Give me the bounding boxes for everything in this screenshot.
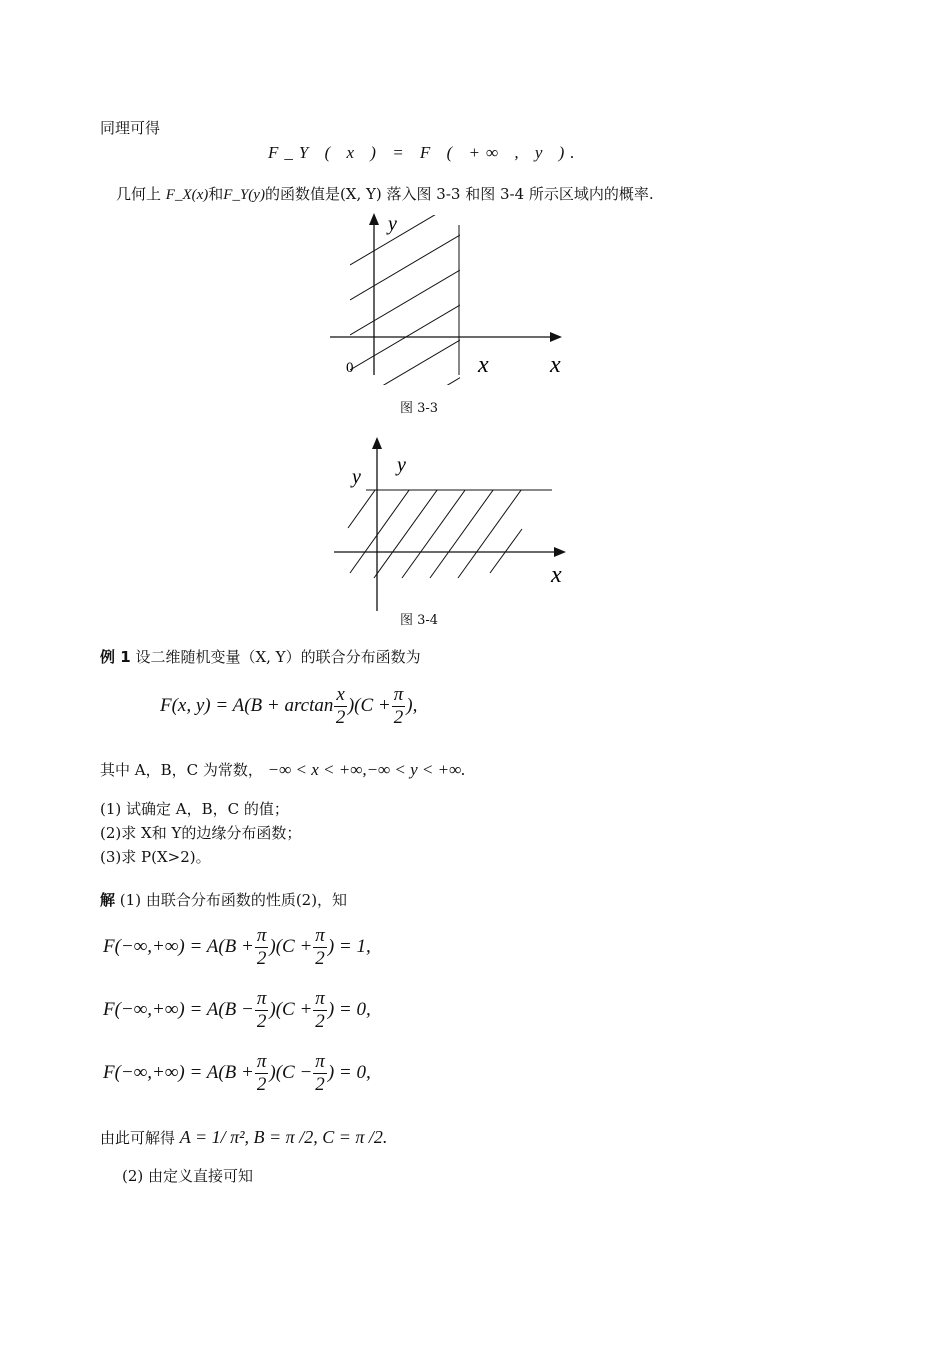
question-1: (1) 试确定 A，B，C 的值；: [100, 800, 289, 818]
fig1-origin-label: 0: [346, 360, 354, 376]
eq1-frac1-den: 2: [256, 948, 267, 969]
formula-fy: F_Y ( x ) = F ( +∞ , y ).: [268, 143, 581, 162]
geom-and: 和: [208, 185, 224, 203]
frac2-den: 2: [393, 707, 404, 728]
eq2-lhs: F(−∞,+∞) = A(B −: [103, 998, 254, 1020]
eq3-frac1-num: π: [256, 1051, 267, 1072]
fig2-y-mark: y: [352, 466, 361, 488]
solution-eq-1: [103, 925, 371, 970]
example-label: 例 1: [100, 648, 131, 666]
eq3-rhs: ) = 0,: [327, 1061, 371, 1083]
eq2-frac1-den: 2: [256, 1011, 267, 1032]
eq3-frac2-den: 2: [315, 1074, 325, 1095]
example-intro: 设二维随机变量（X, Y）的联合分布函数为: [135, 648, 421, 666]
solution-heading: [100, 889, 347, 910]
eq2-frac2-num: π: [315, 988, 325, 1009]
eq1-frac1-num: π: [256, 925, 267, 946]
geom-text: [116, 183, 654, 204]
question-3: (3)求 P(X>2)。: [100, 848, 211, 866]
solution-eq-2: [103, 988, 371, 1033]
frac2-num: π: [393, 684, 404, 705]
eq2-mid: )(C +: [269, 998, 313, 1020]
fig1-caption: 图 3-3: [400, 401, 439, 416]
constants-text: 其中 A，B，C 为常数，: [100, 761, 263, 779]
fig2-y-axis-label: y: [397, 454, 406, 476]
example-heading: [100, 646, 421, 667]
fig2-x-axis-label: x: [551, 562, 562, 588]
fig1-x-axis-label: x: [550, 352, 561, 378]
fig2-caption: 图 3-4: [400, 613, 439, 628]
eq1-frac2-num: π: [315, 925, 325, 946]
geom-suffix: 的函数值是(X, Y) 落入图 3-3 和图 3-4 所示区域内的概率.: [264, 185, 654, 203]
result-values: A = 1/ π², B = π /2, C = π /2.: [179, 1127, 388, 1147]
text-line-1: 同理可得: [100, 119, 161, 137]
frac1-num: x: [336, 684, 345, 705]
eq1-mid: )(C +: [269, 935, 313, 957]
example-formula-lhs: F(x, y) = A(B + arctan: [160, 694, 334, 716]
fig1-y-axis-label: y: [388, 213, 397, 235]
eq1-frac2-den: 2: [315, 948, 325, 969]
eq2-frac2-den: 2: [315, 1011, 325, 1032]
eq1-rhs: ) = 1,: [327, 935, 371, 957]
example-formula-mid: )(C +: [347, 694, 391, 716]
geom-fy: F_Y(y): [223, 187, 265, 203]
eq3-mid: )(C −: [269, 1061, 313, 1083]
example-formula: [160, 684, 417, 729]
question-2: (2)求 X和 Y的边缘分布函数；: [100, 824, 302, 842]
eq2-rhs: ) = 0,: [327, 998, 371, 1020]
fig1-x-mark: x: [478, 352, 489, 378]
eq3-frac1-den: 2: [256, 1074, 267, 1095]
result-prefix: 由此可解得: [100, 1129, 176, 1147]
frac1-den: 2: [335, 707, 346, 728]
eq3-frac2-num: π: [315, 1051, 325, 1072]
eq1-lhs: F(−∞,+∞) = A(B +: [103, 935, 254, 957]
solution-intro: (1) 由联合分布函数的性质(2)，知: [119, 891, 348, 909]
solution-eq-3: [103, 1051, 371, 1096]
result-line: [100, 1127, 387, 1148]
figure-3-4: [330, 433, 580, 613]
figure-3-3: [320, 205, 580, 385]
geom-fx: F_X(x): [165, 187, 209, 203]
part-2-line: (2) 由定义直接可知: [122, 1167, 254, 1185]
eq3-lhs: F(−∞,+∞) = A(B +: [103, 1061, 254, 1083]
constants-line: [100, 759, 466, 780]
example-formula-end: ),: [406, 694, 418, 716]
solution-label: 解: [100, 891, 116, 909]
geom-prefix: 几何上: [116, 185, 162, 203]
range-text: −∞ < x < +∞,−∞ < y < +∞.: [267, 760, 466, 779]
eq2-frac1-num: π: [256, 988, 267, 1009]
